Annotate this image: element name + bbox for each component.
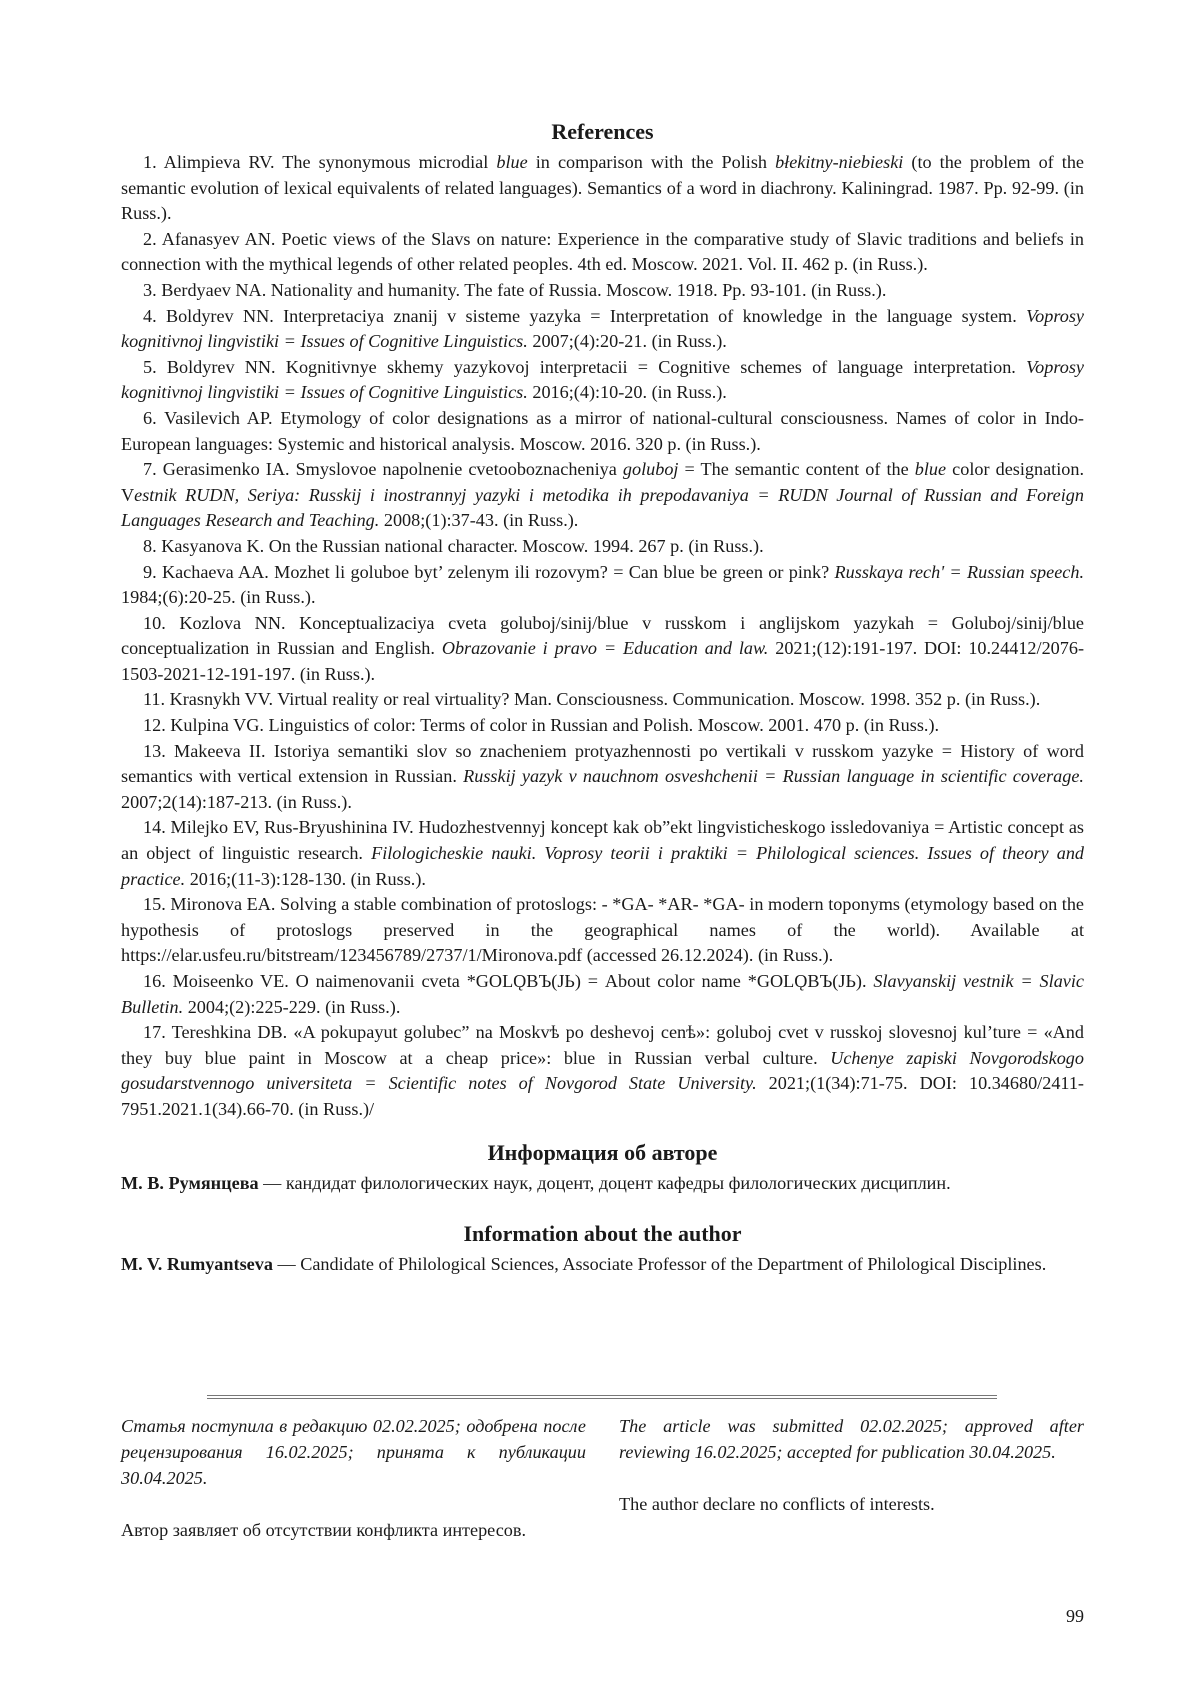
reference-item <box>121 227 1084 278</box>
references-list <box>121 150 1084 1123</box>
reference-item <box>121 892 1084 969</box>
reference-italic-segment: blue <box>496 152 528 172</box>
footer-column-ru <box>121 1413 586 1543</box>
reference-text-segment: 2021;(12):191-197. DOI: 10.24412/2076-1503-2021-12-191-197. (in Russ.). <box>121 638 1085 684</box>
reference-text-segment: 14. Milejko EV, Rus-Bryushinina IV. Hudozhestvennyj koncept kak ob”ekt lingvisticheskogo issledovaniya = Artistic concept as an object of linguistic research. <box>121 817 1084 864</box>
reference-item <box>121 815 1084 892</box>
reference-text-segment: 1984;(6):20-25. (in Russ.). <box>121 587 316 608</box>
reference-text-segment: 2016;(11-3):128-130. (in Russ.). <box>185 868 426 889</box>
reference-text-segment: 16. Moiseenko VE. O naimenovanii cveta *GOLǪBЪ(JЬ) = About color name *GOLǪBЪ(JЬ). <box>143 971 874 991</box>
author-info-ru-text <box>121 1171 1084 1197</box>
page-content <box>121 118 1084 1278</box>
reference-italic-segment: błekitny-niebieski <box>775 152 904 172</box>
reference-item <box>121 355 1084 406</box>
reference-text-segment: 2021;(1(34):71-75. DOI: 10.34680/2411-7951.2021.1(34).66-70. (in Russ.)/ <box>121 1073 1084 1119</box>
reference-italic-segment: Uchenye zapiski Novgorodskogo gosudarstvennogo universiteta = Scientific notes of Novgorod State University. <box>121 1047 1084 1094</box>
reference-italic-segment: Voprosy kognitivnoj lingvistiki = Issues of Cognitive Linguistics. <box>121 356 1084 403</box>
reference-item <box>121 560 1084 611</box>
reference-text-segment: 2008;(1):37-43. (in Russ.). <box>379 510 579 531</box>
reference-item <box>121 611 1084 688</box>
reference-text-segment: 15. Mironova EA. Solving a stable combination of protoslogs: - *GA- *AR- *GA- in modern toponyms (etymology based on the hypothesis of protoslogs preserved in the geographical names of the world). Available at https://elar.usfeu.ru/bitstream/123456789/2737/1/Mironova.pdf (accessed 26.12.2024). (in Russ.). <box>121 894 1084 966</box>
reference-item <box>121 150 1084 227</box>
reference-text-segment: 2007;2(14):187-213. (in Russ.). <box>121 791 352 812</box>
reference-item <box>121 304 1084 355</box>
reference-text-segment: 2007;(4):20-21. (in Russ.). <box>527 331 727 352</box>
reference-text-segment: = The semantic content of the <box>678 459 915 480</box>
reference-item <box>121 713 1084 739</box>
page-number: 99 <box>1066 1606 1084 1626</box>
reference-text-segment: 5. Boldyrev NN. Kognitivnye skhemy yazykovoj interpretacii = Cognitive schemes of language interpretation. <box>143 356 1027 377</box>
author-info-en-heading: Information about the author <box>463 1221 742 1247</box>
reference-italic-segment: Obrazovanie i pravo = Education and law. <box>441 638 769 659</box>
reference-text-segment: 9. Kachaeva AA. Mozhet li goluboe byt’ zelenym ili rozovym? = Can blue be green or pink? <box>143 561 835 582</box>
author-info-en-text <box>121 1252 1084 1278</box>
footer-divider <box>207 1395 997 1399</box>
reference-item <box>121 534 1084 560</box>
conflict-statement-en: The author declare no conflicts of interests. <box>619 1494 935 1514</box>
reference-item <box>121 457 1084 534</box>
reference-text-segment: 11. Krasnykh VV. Virtual reality or real virtuality? Man. Consciousness. Communication. Moscow. 1998. 352 p. (in Russ.). <box>143 689 1041 710</box>
reference-text-segment: 13. Makeeva II. Istoriya semantiki slov so znacheniem protyazhennosti po vertikali v russkom yazyke = History of word semantics with vertical extension in Russian. <box>121 740 1084 787</box>
reference-text-segment: 2004;(2):225-229. (in Russ.). <box>183 996 401 1017</box>
reference-italic-segment: blue <box>914 459 947 480</box>
reference-text-segment: in comparison with the Polish <box>527 152 776 172</box>
reference-text-segment: 7. Gerasimenko IA. Smyslovoe napolnenie cvetooboznacheniya <box>143 459 623 480</box>
author-info-ru <box>121 1139 1084 1197</box>
reference-italic-segment: estnik RUDN, Seriya: Russkij i inostrannyj yazyki i metodika ih prepodavaniya = RUDN Journal of Russian and Foreign Languages Research and Teaching. <box>121 484 1084 531</box>
reference-text-segment: 10. Kozlova NN. Konceptualizaciya cveta goluboj/sinij/blue v russkom i anglijskom yazykah = Goluboj/sinij/blue conceptualization in Russian and English. <box>121 612 1084 659</box>
reference-item <box>121 278 1084 304</box>
reference-item <box>121 739 1084 816</box>
reference-item <box>121 687 1084 713</box>
reference-item <box>121 969 1084 1020</box>
reference-text-segment: color designation. V <box>121 459 1084 505</box>
footer-column-en <box>619 1413 1084 1543</box>
reference-italic-segment: Russkaya rech' = Russian speech. <box>834 561 1085 582</box>
reference-italic-segment: goluboj <box>622 459 679 480</box>
author-name-en: M. V. Rumyantseva <box>121 1254 273 1275</box>
reference-text-segment: 1. Alimpieva RV. The synonymous microdial <box>143 152 497 172</box>
reference-italic-segment: Russkij yazyk v nauchnom osveshchenii = Russian language in scientific coverage. <box>463 766 1084 787</box>
reference-text-segment: 17. Tereshkina DB. «A pokupayut golubec” na Moskvѣ po deshevoj cenѣ»: goluboj cvet v russkoj slovesnoj kul’ture = «And they buy blue paint in Moscow at a cheap price»: blue in Russian verbal culture. <box>121 1022 1084 1068</box>
reference-text-segment: 2. Afanasyev AN. Poetic views of the Slavs on nature: Experience in the comparative study of Slavic traditions and beliefs in connection with the mythical legends of other related peoples. 4th ed. Moscow. 2021. Vol. II. 462 p. (in Russ.). <box>121 228 1084 275</box>
reference-item <box>121 406 1084 457</box>
author-desc-ru: — кандидат филологических наук, доцент, доцент кафедры филологических дисциплин. <box>258 1172 951 1193</box>
author-desc-en: — Candidate of Philological Sciences, Associate Professor of the Department of Philological Disciplines. <box>272 1254 1047 1275</box>
reference-text-segment: 6. Vasilevich AP. Etymology of color designations as a mirror of national-cultural consciousness. Names of color in Indo-European languages: Systemic and historical analysis. Moscow. 2016. 320 p. (in Russ.). <box>121 407 1084 454</box>
conflict-statement-ru: Автор заявляет об отсутствии конфликта интересов. <box>121 1520 526 1540</box>
author-name-ru: М. В. Румянцева <box>121 1172 259 1193</box>
reference-text-segment: 12. Kulpina VG. Linguistics of color: Terms of color in Russian and Polish. Moscow. 2001. 470 p. (in Russ.). <box>143 715 940 736</box>
author-info-ru-heading: Информация об авторе <box>487 1139 718 1165</box>
reference-italic-segment: Slavyanskij vestnik = Slavic Bulletin. <box>121 971 1084 1017</box>
reference-text-segment: 3. Berdyaev NA. Nationality and humanity. The fate of Russia. Moscow. 1918. Pp. 93-101. (in Russ.). <box>143 279 887 300</box>
reference-text-segment: (to the problem of the semantic evolution of lexical equivalents of related languages). Semantics of a word in diachrony. Kaliningrad. 1987. Pp. 92-99. (in Russ.). <box>121 152 1085 224</box>
submission-dates-en: The article was submitted 02.02.2025; approved after reviewing 16.02.2025; accepted for publication 30.04.2025. <box>619 1416 1084 1462</box>
reference-item <box>121 1020 1084 1122</box>
footer-columns <box>121 1413 1084 1543</box>
reference-text-segment: 2016;(4):10-20. (in Russ.). <box>527 382 727 403</box>
author-info-en <box>121 1220 1084 1278</box>
reference-italic-segment: Filologicheskie nauki. Voprosy teorii i praktiki = Philological sciences. Issues of theory and practice. <box>121 843 1085 889</box>
references-heading: References <box>551 119 654 144</box>
reference-text-segment: 4. Boldyrev NN. Interpretaciya znanij v sisteme yazyka = Interpretation of knowledge in the language system. <box>143 305 1027 326</box>
reference-italic-segment: Voprosy kognitivnoj lingvistiki = Issues of Cognitive Linguistics. <box>121 305 1084 352</box>
reference-text-segment: 8. Kasyanova K. On the Russian national character. Moscow. 1994. 267 p. (in Russ.). <box>143 535 764 556</box>
submission-dates-ru: Статья поступила в редакцию 02.02.2025; одобрена после рецензирования 16.02.2025; принята к публикации 30.04.2025. <box>121 1416 586 1488</box>
